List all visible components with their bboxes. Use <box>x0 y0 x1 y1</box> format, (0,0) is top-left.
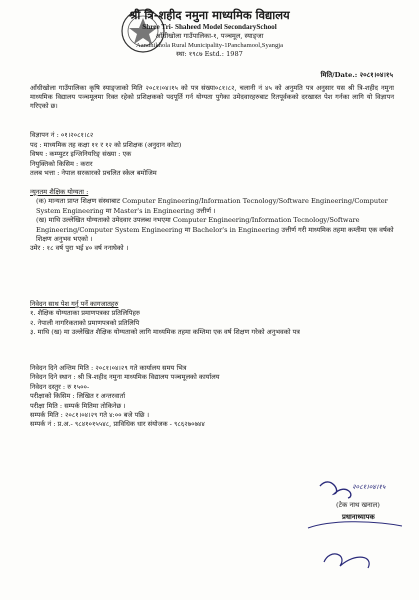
qualification-item: उमेर : १८ वर्ष पुरा भई ४० वर्ष ननाघेको । <box>30 244 129 253</box>
schedule-line: परीक्षा मिति : सम्पर्क मितिमा तोकिनेछ । <box>30 401 126 410</box>
schedule-section <box>30 364 394 430</box>
qualification-item: (ख) माथि उल्लेखित योग्यताको उमेदवार उपलब्ध नभएमा Computer Engineering/Information Tecnology/Software Engineering/Computer System Engineering मा Bachelor's in Engineering उत्तीर्ण गरी माध्यमिक तहमा कम्तीमा एक वर्षको शिक्षण अनुभव भएको । <box>36 216 394 244</box>
document-item: १. शैक्षिक योग्यताका प्रमाणपत्रका प्रतिलिपिहरु <box>30 309 140 318</box>
date-line: मिति/Date.: २०८१।०४।१५ <box>320 71 393 79</box>
qualification-section <box>30 188 394 254</box>
vacancy-line: पद : माध्यमिक तह कक्षा ११ र १२ को प्रशिक्षक (अनुदान कोटा) <box>30 140 182 149</box>
school-name-np: श्री त्रि-शहीद नमुना माध्यमिक विद्यालय <box>129 8 290 22</box>
schedule-line: निवेदन दस्तुर : रु १५००- <box>30 382 90 391</box>
document-item: ३. माथि (ख) मा उल्लेखित शैक्षिक योग्यताको लागि माध्यमिक तहमा कम्तिमा एक वर्ष शिक्षण गरेको अनुभवको पत्र <box>30 328 300 337</box>
vacancy-line: विज्ञापन नं : ०१।२०८१।८२ <box>30 131 94 139</box>
schedule-line: निवेदन दिने स्थान : श्री त्रि-शहीद नमुना माध्यमिक विद्यालय पञ्चमूलको कार्यालय <box>30 373 220 382</box>
vacancy-line: नियुक्तिको किसिम : करार <box>30 159 93 168</box>
address-np: आँधीखोला गाउँपालिका-१, पञ्चमूल, स्याङ्जा <box>155 32 264 40</box>
signatory-title: प्रधानाध्यापक <box>342 513 375 521</box>
signature-handwritten-date: २०८१।०४।१५ <box>352 483 386 491</box>
documents-heading: निवेदन साथ पेश गर्नु पर्ने कागजातहरु <box>30 300 119 308</box>
letterhead <box>0 8 419 59</box>
documents-section <box>30 300 394 338</box>
vacancy-line: तलब भत्ता : नेपाल सरकारको प्रचलित स्केल बमोजिम <box>30 169 157 178</box>
vacancy-line: विषय : कम्प्युटर इन्जिनियरिङ् संख्या : एक <box>30 150 132 159</box>
schedule-line: निवेदन दिने अन्तिम मिति : २०८१।०४।२९ गते कार्यालय समय भित्र <box>30 364 187 372</box>
signatory-name: (टेक नाथ खनाल) <box>336 501 380 509</box>
document-item: २. नेपाली नागरिकताको प्रमाणपत्रको प्रतिलिपि <box>30 318 140 327</box>
intro-paragraph: आँधीखोला गाउँपालिका कृषि स्याङ्जाको मिति २०८१।०४।१५ को पत्र संख्या०८१।८२, चलानी नं ४५ को अनुमति पत्र अनुसार यस श्री त्रि-शहीद नमुना माध्यमिक विद्यालय पञ्चमूलमा रिक्त रहेको प्रशिक्षकको पदपूर्ति गर्न योग्यता पुगेका उमेदवारहरुबाट रितपूर्वकको दरखास्त पेश गर्नका लागि यो विज्ञापन गरिएको छ। <box>30 84 394 111</box>
established: स्था: १९८७ Estd.: 1987 <box>176 50 243 58</box>
school-name-en: Shree Tri- Shaheed Model SecondarySchool <box>142 23 277 31</box>
schedule-line: परीक्षाको किसिम : लिखित र अन्तरवार्ता <box>30 392 126 401</box>
vacancy-details <box>30 131 394 179</box>
qualification-heading: न्यूनतम शैक्षिक योग्यता : <box>30 188 89 196</box>
qualification-item: (क) मान्यता प्राप्त शिक्षण संस्थाबाट Computer Engineering/Information Tecnology/Software Engineering/Computer System Engineering मा Master's in Engineering उत्तीर्ण । <box>36 197 388 215</box>
schedule-line: सम्पर्क नं : प्र.अ.- ९८४१०१५५४८, प्राविधिक धार संयोजक - ९८६२७०७४४ <box>30 420 205 429</box>
schedule-line: सम्पर्क मिति : २०८१।०४।२९ गते ४:०० बजे पछि । <box>30 411 150 420</box>
address-en: Aandhikhola Rural Municipality-1Panchamool,Syangja <box>135 42 284 49</box>
